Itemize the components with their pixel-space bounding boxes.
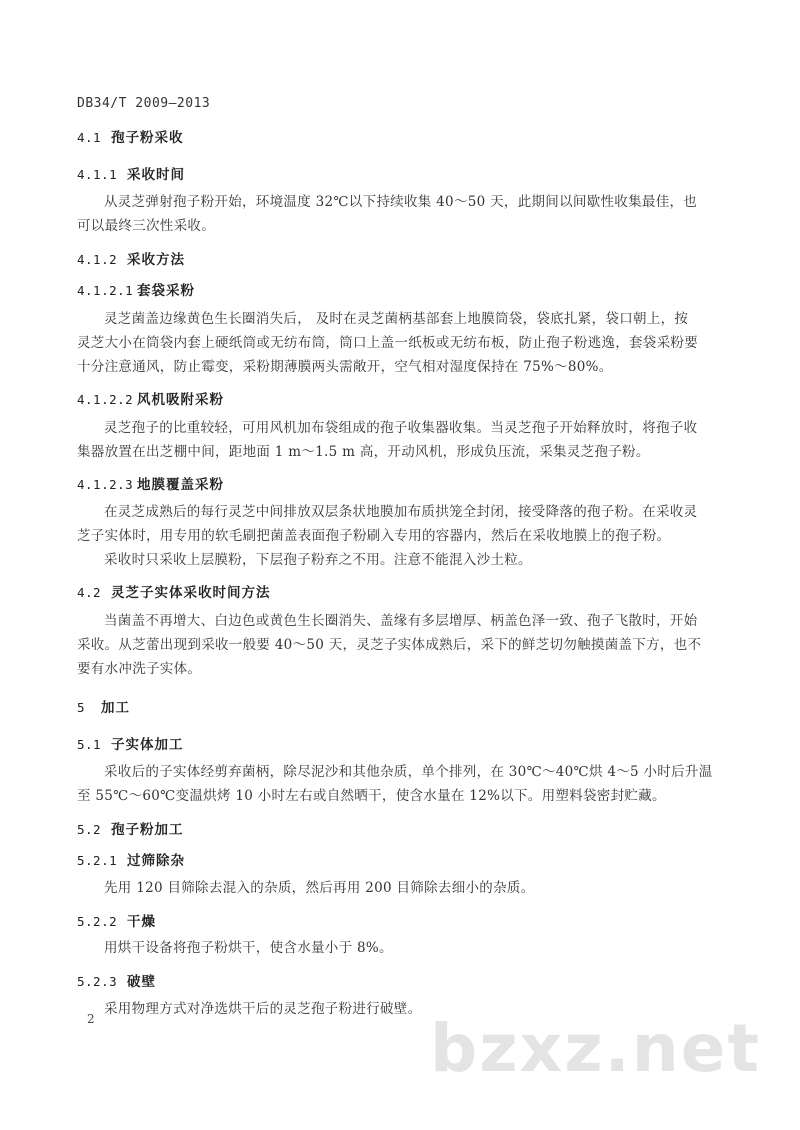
heading-4-1-2-1: [77, 279, 195, 299]
heading-number: 5.2.2: [77, 914, 118, 929]
page-number: 2: [87, 1012, 95, 1026]
heading-4-1-2: [77, 248, 185, 268]
heading-number: 4.1.1: [77, 167, 118, 182]
paragraph-5-1: 采收后的子实体经剪弃菌柄，除尽泥沙和其他杂质，单个排列，在 30℃～40℃烘 4～5 小时后升温 至 55℃～60℃变温烘烤 10 小时左右或自然晒干，使含水量在 12%以下。用塑料袋密封贮藏。: [77, 764, 713, 804]
heading-title: 风机吸附采粉: [137, 392, 224, 408]
heading-number: 5.2: [77, 822, 102, 837]
heading-number: 4.2: [77, 585, 102, 600]
paragraph-4-2: 当菌盖不再增大、白边色或黄色生长圈消失、盖缘有多层增厚、柄盖色泽一致、孢子飞散时，开始 采收。从芝蕾出现到采收一般要 40～50 天，灵芝子实体成熟后，采下的鲜芝切勿触摸菌盖下方，也不 要有水冲洗子实体。: [77, 613, 702, 677]
paragraph-5-2-1: 先用 120 目筛除去混入的杂质，然后再用 200 目筛除去细小的杂质。: [104, 880, 535, 896]
heading-title: 地膜覆盖采粉: [137, 477, 224, 493]
heading-title: 过筛除杂: [127, 853, 185, 869]
heading-4-1-1: [77, 163, 185, 183]
heading-number: 5.2.3: [77, 974, 118, 989]
paragraph-5-2-2: 用烘干设备将孢子粉烘干，使含水量小于 8%。: [104, 940, 393, 956]
heading-title: 采收时间: [127, 167, 185, 183]
heading-title: 采收方法: [127, 252, 185, 268]
heading-number: 5.2.1: [77, 853, 118, 868]
heading-title: 孢子粉采收: [111, 130, 184, 146]
heading-number: 5.1: [77, 737, 102, 752]
heading-title: 灵芝子实体采收时间方法: [111, 585, 271, 601]
heading-4-1: [77, 126, 184, 146]
heading-title: 加工: [101, 700, 130, 716]
heading-5-1: [77, 733, 184, 753]
heading-5-2-3: [77, 970, 156, 990]
heading-title: 子实体加工: [111, 737, 184, 753]
heading-title: 干燥: [127, 914, 156, 930]
heading-title: 套袋采粉: [137, 283, 195, 299]
watermark: bzxz.net: [430, 1010, 762, 1087]
standard-code-header: DB34/T 2009—2013: [77, 96, 211, 111]
paragraph-4-1-1: 从灵芝弹射孢子粉开始，环境温度 32℃以下持续收集 40～50 天，此期间以间歇性收集最佳，也 可以最终三次性采收。: [77, 194, 698, 234]
heading-4-2: [77, 581, 271, 601]
heading-5: [77, 696, 130, 716]
heading-title: 破壁: [127, 974, 156, 990]
paragraph-4-1-2-2: 灵芝孢子的比重较轻，可用风机加布袋组成的孢子收集器收集。当灵芝孢子开始释放时，将孢子收 集器放置在出芝棚中间，距地面 1 m～1.5 m 高，开动风机，形成负压流，采集灵芝孢子粉。: [77, 420, 698, 460]
paragraph-4-1-2-3: 在灵芝成熟后的每行灵芝中间排放双层条状地膜加布质拱笼全封闭，接受降落的孢子粉。在采收灵 芝子实体时，用专用的软毛刷把菌盖表面孢子粉刷入专用的容器内，然后在采收地膜上的孢子粉。 采收时只采收上层膜粉，下层孢子粉弃之不用。注意不能混入沙土粒。: [77, 504, 698, 568]
heading-5-2-1: [77, 849, 185, 869]
paragraph-4-1-2-1: 灵芝菌盖边缘黄色生长圈消失后， 及时在灵芝菌柄基部套上地膜筒袋，袋底扎紧，袋口朝上，按 灵芝大小在筒袋内套上硬纸筒或无纺布筒，筒口上盖一纸板或无纺布板，防止孢子粉逃逸，套袋采粉要 十分注意通风，防止霉变，采粉期薄膜两头需敞开，空气相对湿度保持在 75%～80%。: [77, 311, 698, 375]
heading-number: 4.1.2.2: [77, 392, 134, 407]
heading-number: 5: [77, 700, 86, 715]
heading-4-1-2-2: [77, 388, 224, 408]
heading-5-2-2: [77, 910, 156, 930]
heading-title: 孢子粉加工: [111, 822, 184, 838]
heading-4-1-2-3: [77, 473, 224, 493]
heading-5-2: [77, 818, 184, 838]
paragraph-5-2-3: 采用物理方式对净选烘干后的灵芝孢子粉进行破壁。: [104, 1001, 422, 1017]
heading-number: 4.1.2.3: [77, 477, 134, 492]
heading-number: 4.1.2.1: [77, 283, 134, 298]
heading-number: 4.1: [77, 130, 102, 145]
heading-number: 4.1.2: [77, 252, 118, 267]
